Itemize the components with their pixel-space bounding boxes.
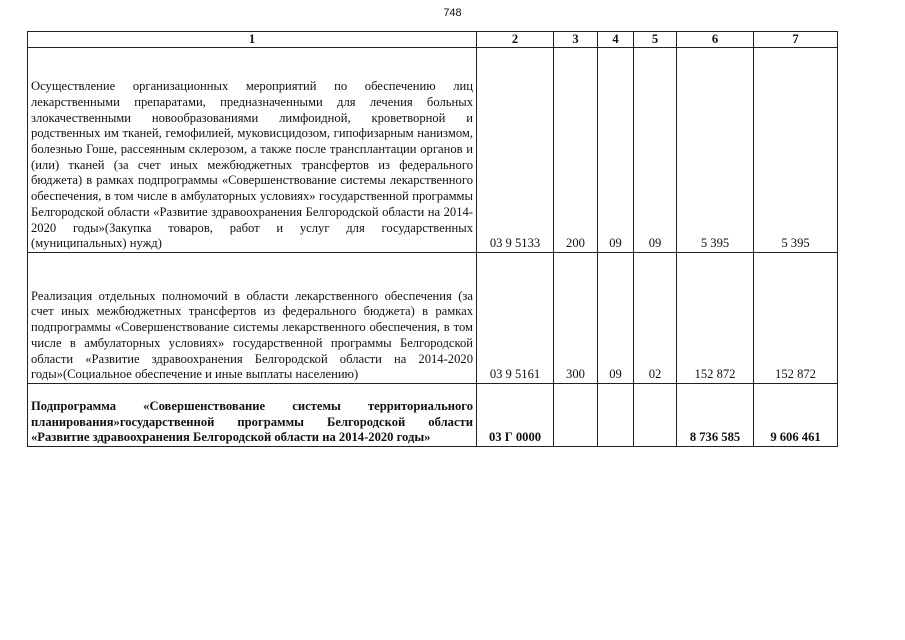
table-row [28,384,838,447]
row-col7: 152 872 [754,253,838,384]
row-col3: 200 [554,48,598,253]
row-col5: 09 [634,48,677,253]
row-col7: 5 395 [754,48,838,253]
row-description: Подпрограмма «Совершенствование системы территориального планирования»государственной программы Белгородской области «Развитие здравоохранения Белгородской области на 2014-2020 годы» [28,384,477,447]
table-row [28,48,838,253]
row-col3 [554,384,598,447]
row-col6: 5 395 [677,48,754,253]
row-col6: 8 736 585 [677,384,754,447]
page-number: 748 [443,7,462,19]
row-col4: 09 [598,253,634,384]
row-col3: 300 [554,253,598,384]
row-code: 03 9 5133 [477,48,554,253]
column-header: 1 [28,32,477,48]
row-col7: 9 606 461 [754,384,838,447]
column-header: 6 [677,32,754,48]
column-header: 4 [598,32,634,48]
column-header: 7 [754,32,838,48]
row-description: Осуществление организационных мероприятий по обеспечению лиц лекарственными препаратами, предназначенными для лечения больных злокачественными новообразованиями лимфоидной, кроветворной и родственных им тканей, гемофилией, муковисцидозом, гипофизарным нанизмом, болезнью Гоше, рассеянным склерозом, а также после трансплантации органов и (или) тканей (за счет иных межбюджетных трансфертов из федерального бюджета) в рамках подпрограммы «Совершенствование системы лекарственного обеспечения, в том числе в амбулаторных условиях» государственной программы Белгородской области «Развитие здравоохранения Белгородской области на 2014-2020 годы»(Закупка товаров, работ и услуг для государственных (муниципальных) нужд) [28,48,477,253]
row-col4 [598,384,634,447]
row-description: Реализация отдельных полномочий в области лекарственного обеспечения (за счет иных межбюджетных трансфертов из федерального бюджета) в рамках подпрограммы «Совершенствование системы лекарственного обеспечения, в том числе в амбулаторных условиях» государственной программы Белгородской области «Развитие здравоохранения Белгородской области на 2014-2020 годы»(Социальное обеспечение и иные выплаты населению) [28,253,477,384]
column-header: 3 [554,32,598,48]
table-row [28,253,838,384]
row-code: 03 9 5161 [477,253,554,384]
table-header-row [28,32,838,48]
row-col5 [634,384,677,447]
budget-table [27,31,838,447]
column-header: 2 [477,32,554,48]
column-header: 5 [634,32,677,48]
row-code: 03 Г 0000 [477,384,554,447]
row-col5: 02 [634,253,677,384]
row-col6: 152 872 [677,253,754,384]
row-col4: 09 [598,48,634,253]
